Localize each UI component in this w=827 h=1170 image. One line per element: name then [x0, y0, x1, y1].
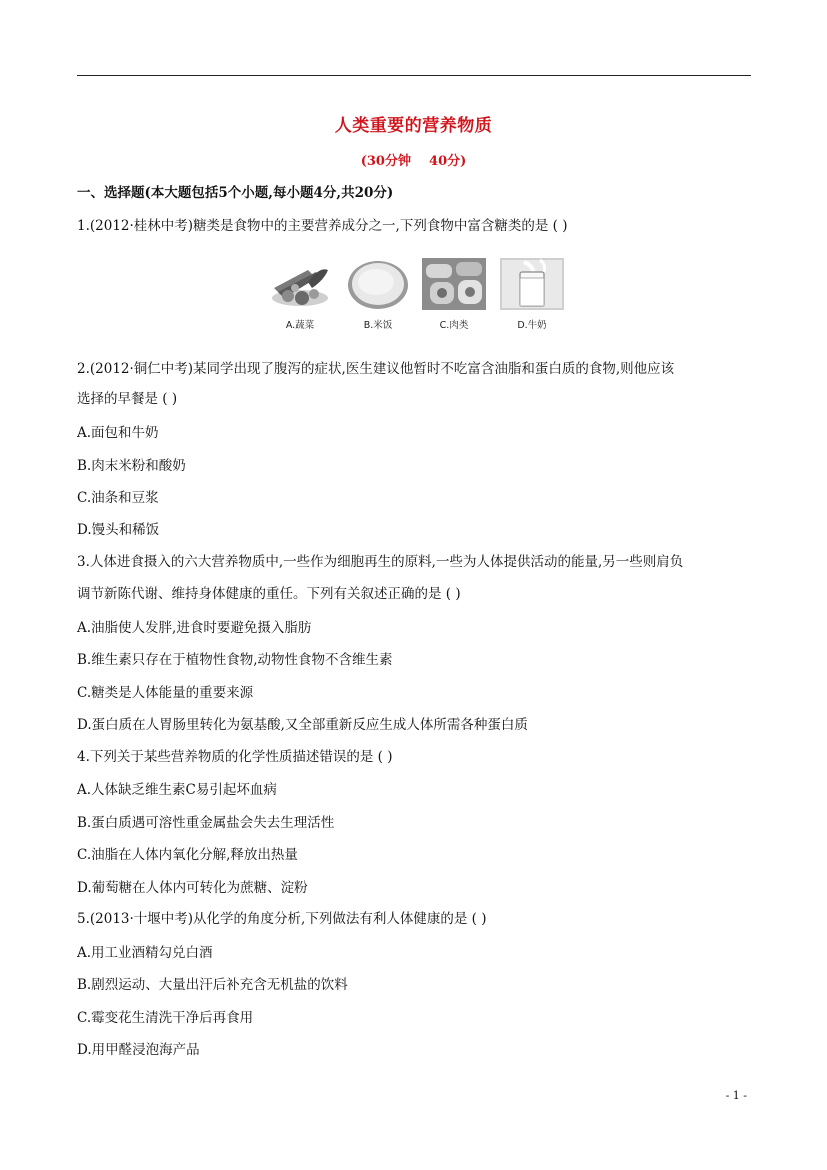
figure-option-b: [346, 258, 410, 331]
question-3-option-a: A.油脂使人发胖,进食时要避免摄入脂肪: [77, 620, 312, 636]
question-4-option-d: D.葡萄糖在人体内可转化为蔗糖、淀粉: [77, 880, 308, 896]
question-3-option-c: C.糖类是人体能量的重要来源: [77, 685, 254, 701]
question-2-stem-line-2: 选择的早餐是 ( ): [77, 391, 178, 407]
question-5-option-c: C.霉变花生清洗干净后再食用: [77, 1010, 254, 1026]
question-2-stem-line-1: 2.(2012·铜仁中考)某同学出现了腹泻的症状,医生建议他暂时不吃富含油脂和蛋白质的食物,则他应该: [77, 361, 675, 377]
milk-image: [500, 258, 564, 310]
question-1-figure: [264, 258, 564, 338]
question-5-option-a: A.用工业酒精勾兑白酒: [77, 945, 213, 961]
question-3-option-d: D.蛋白质在人胃肠里转化为氨基酸,又全部重新反应生成人体所需各种蛋白质: [77, 717, 528, 733]
question-4-option-b: B.蛋白质遇可溶性重金属盐会失去生理活性: [77, 815, 335, 831]
question-3-option-b: B.维生素只存在于植物性食物,动物性食物不含维生素: [77, 652, 393, 668]
question-5-option-b: B.剧烈运动、大量出汗后补充含无机盐的饮料: [77, 977, 348, 993]
question-1-stem: 1.(2012·桂林中考)糖类是食物中的主要营养成分之一,下列食物中富含糖类的是 ( ): [77, 218, 568, 234]
meat-image: [422, 258, 486, 310]
question-4-option-c: C.油脂在人体内氧化分解,释放出热量: [77, 847, 298, 863]
section-heading: 一、选择题(本大题包括5个小题,每小题4分,共20分): [77, 185, 394, 201]
question-2-option-c: C.油条和豆浆: [77, 490, 159, 506]
figure-option-a: [268, 258, 332, 331]
figure-caption-a: A.蔬菜: [285, 320, 315, 331]
figure-caption-d: D.牛奶: [517, 320, 547, 331]
page-number: - 1 -: [725, 1089, 747, 1102]
figure-option-c: [422, 258, 486, 331]
page-subtitle: (30分钟 40分): [360, 154, 467, 169]
page-title: 人类重要的营养物质: [334, 116, 493, 136]
question-2-option-d: D.馒头和稀饭: [77, 522, 160, 538]
figure-caption-b: B.米饭: [363, 320, 393, 331]
figure-option-d: [500, 258, 564, 331]
question-5-option-d: D.用甲醛浸泡海产品: [77, 1042, 200, 1058]
question-4-stem: 4.下列关于某些营养物质的化学性质描述错误的是 ( ): [77, 749, 393, 765]
rice-image: [346, 258, 410, 310]
vegetables-image: [268, 258, 332, 310]
question-3-stem-line-2: 调节新陈代谢、维持身体健康的重任。下列有关叙述正确的是 ( ): [77, 586, 461, 602]
figure-caption-c: C.肉类: [439, 320, 469, 331]
question-2-option-a: A.面包和牛奶: [77, 425, 159, 441]
question-4-option-a: A.人体缺乏维生素C易引起坏血病: [77, 782, 277, 798]
question-2-option-b: B.肉末米粉和酸奶: [77, 458, 186, 474]
header-rule: [77, 75, 751, 76]
question-3-stem-line-1: 3.人体进食摄入的六大营养物质中,一些作为细胞再生的原料,一些为人体提供活动的能量,另一些则肩负: [77, 554, 684, 570]
question-5-stem: 5.(2013·十堰中考)从化学的角度分析,下列做法有利人体健康的是 ( ): [77, 911, 487, 927]
